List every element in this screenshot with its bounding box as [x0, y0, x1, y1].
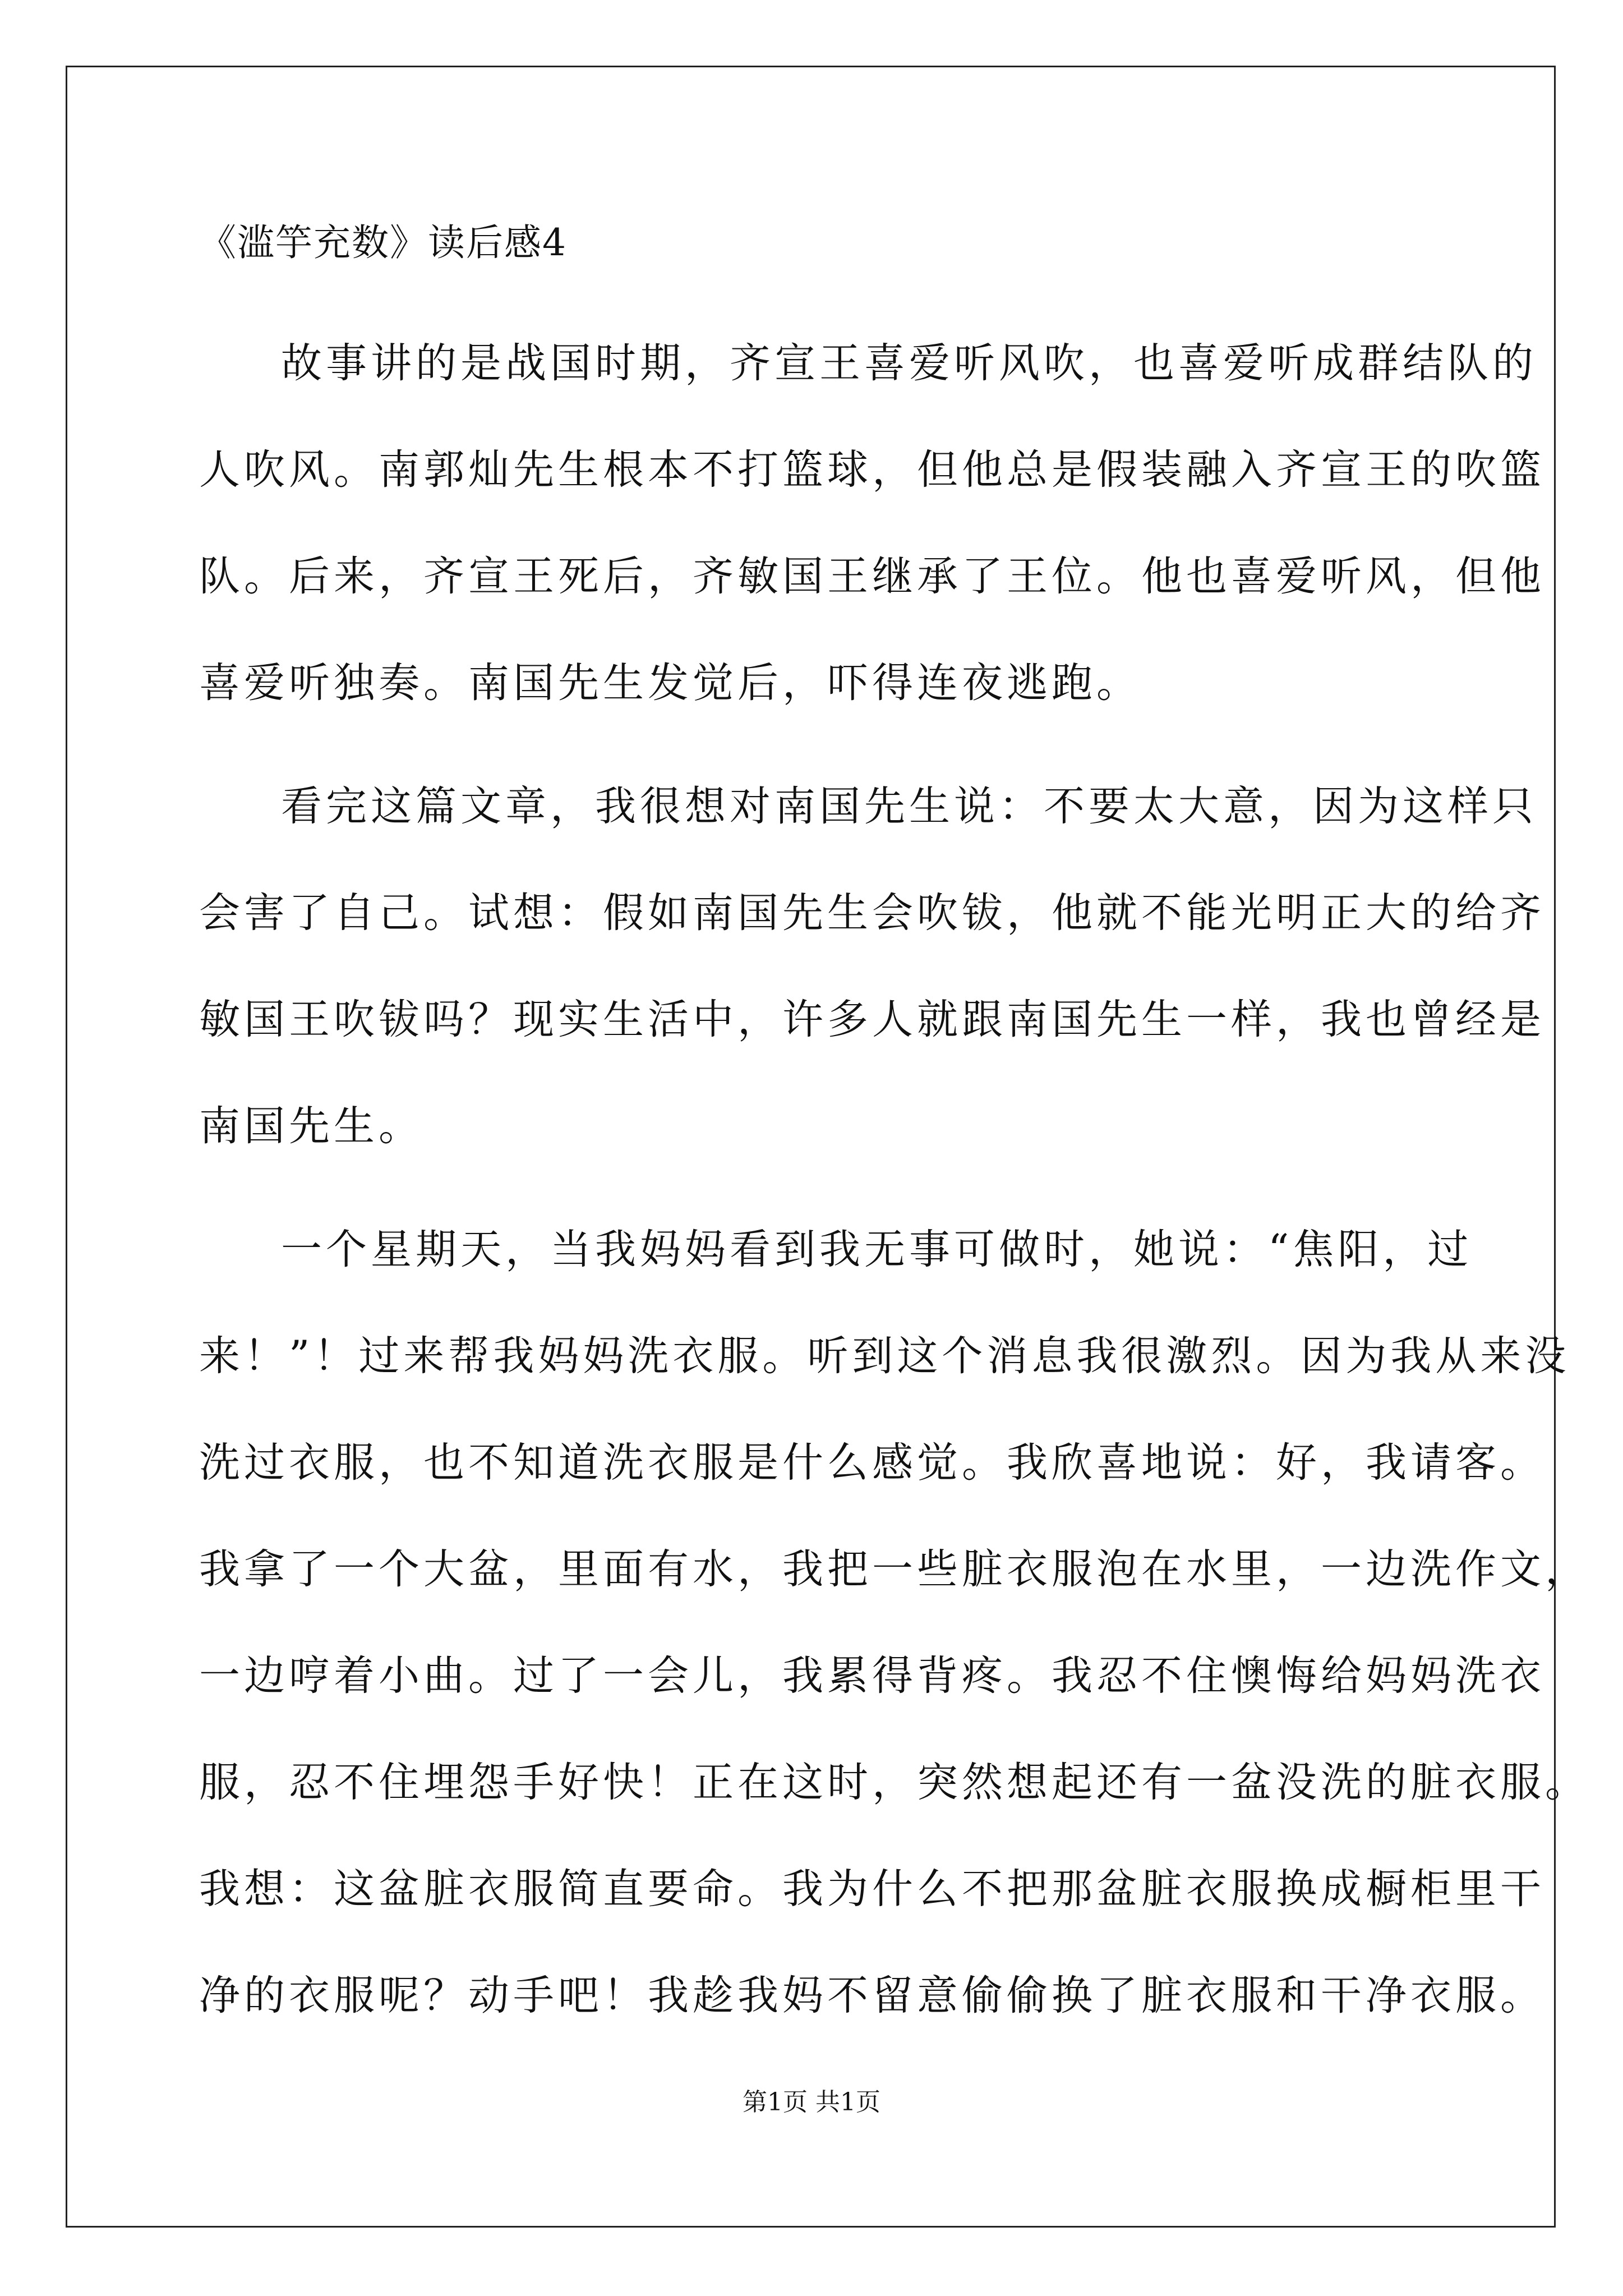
paragraph-line: 南国先生。	[199, 1102, 423, 1150]
page-footer: 第1页 共1页	[743, 2088, 880, 2116]
paragraph-line: 喜爱听独奏。南国先生发觉后，吓得连夜逃跑。	[199, 659, 1141, 707]
paragraph-3	[199, 1197, 1590, 2049]
paragraph-line: 人吹风。南郭灿先生根本不打篮球，但他总是假装融入齐宣王的吹篮	[199, 446, 1545, 494]
paragraph-line: 服，忍不住埋怨手好快！正在这时，突然想起还有一盆没洗的脏衣服。	[199, 1759, 1590, 1806]
paragraph-line: 我想：这盆脏衣服简直要命。我为什么不把那盆脏衣服换成橱柜里干	[199, 1865, 1545, 1913]
paragraph-line: 来！”！过来帮我妈妈洗衣服。听到这个消息我很激烈。因为我从来没	[199, 1332, 1570, 1380]
paragraph-line: 净的衣服呢？动手吧！我趁我妈不留意偷偷换了脏衣服和干净衣服。	[199, 1972, 1545, 2019]
paragraph-line: 一边哼着小曲。过了一会儿，我累得背疼。我忍不住懊悔给妈妈洗衣	[199, 1652, 1545, 1700]
document-body	[199, 215, 1590, 2066]
paragraph-line: 看完这篇文章，我很想对南国先生说：不要太大意，因为这样只	[281, 783, 1537, 830]
paragraph-2	[199, 753, 1545, 1180]
paragraph-line: 队。后来，齐宣王死后，齐敏国王继承了王位。他也喜爱听风，但他	[199, 553, 1545, 600]
paragraph-line: 敏国王吹钹吗？现实生活中，许多人就跟南国先生一样，我也曾经是	[199, 996, 1545, 1043]
document-title: 《滥竽充数》读后感4	[199, 221, 567, 264]
paragraph-line: 故事讲的是战国时期，齐宣王喜爱听风吹，也喜爱听成群结队的	[281, 339, 1537, 387]
paragraph-line: 一个星期天，当我妈妈看到我无事可做时，她说：“焦阳，过	[281, 1226, 1473, 1273]
paragraph-line: 会害了自己。试想：假如南国先生会吹钹，他就不能光明正大的给齐	[199, 889, 1545, 937]
paragraph-line: 洗过衣服，也不知道洗衣服是什么感觉。我欣喜地说：好，我请客。	[199, 1439, 1545, 1487]
paragraph-1	[199, 310, 1545, 737]
paragraph-line: 我拿了一个大盆，里面有水，我把一些脏衣服泡在水里，一边洗作文，	[199, 1545, 1590, 1593]
